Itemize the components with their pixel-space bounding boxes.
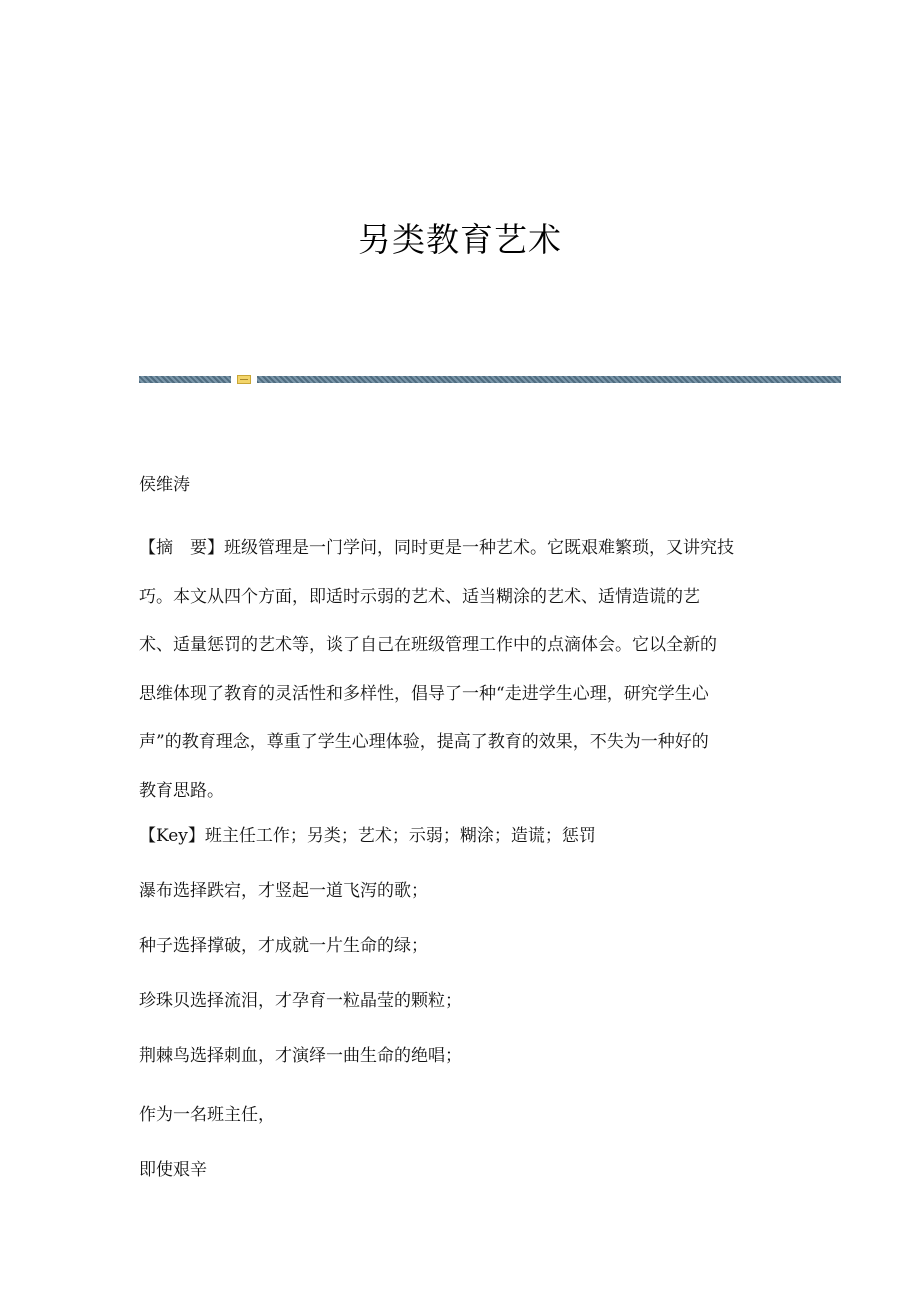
body-line: 作为一名班主任， <box>139 1105 275 1125</box>
abstract-paragraph <box>139 524 787 815</box>
envelope-icon <box>237 375 251 384</box>
abstract-line: 思维体现了教育的灵活性和多样性，倡导了一种“走进学生心理，研究学生心 <box>139 683 709 704</box>
document-title: 另类教育艺术 <box>358 220 562 259</box>
keywords-line: 【Key】班主任工作；另类；艺术；示弱；糊涂；造谎；惩罚 <box>139 826 596 846</box>
body-line: 珍珠贝选择流泪，才孕育一粒晶莹的颗粒； <box>139 991 462 1011</box>
abstract-line: 巧。本文从四个方面，即适时示弱的艺术、适当糊涂的艺术、适情造谎的艺 <box>139 586 700 607</box>
body-line: 种子选择撑破，才成就一片生命的绿； <box>139 936 428 956</box>
body-line: 即使艰辛 <box>139 1160 207 1180</box>
author-name: 侯维涛 <box>139 475 190 495</box>
abstract-line: 【摘 要】班级管理是一门学问，同时更是一种艺术。它既艰难繁琐，又讲究技 <box>139 538 734 558</box>
divider-bar-right <box>257 376 841 383</box>
title-divider <box>139 375 841 384</box>
body-line: 荆棘鸟选择刺血，才演绎一曲生命的绝唱； <box>139 1046 462 1066</box>
body-line: 瀑布选择跌宕，才竖起一道飞泻的歌； <box>139 881 428 901</box>
abstract-line: 教育思路。 <box>139 780 224 801</box>
abstract-line: 声”的教育理念，尊重了学生心理体验，提高了教育的效果，不失为一种好的 <box>139 732 709 752</box>
abstract-line: 术、适量惩罚的艺术等，谈了自己在班级管理工作中的点滴体会。它以全新的 <box>139 635 717 655</box>
divider-bar-left <box>139 376 231 383</box>
